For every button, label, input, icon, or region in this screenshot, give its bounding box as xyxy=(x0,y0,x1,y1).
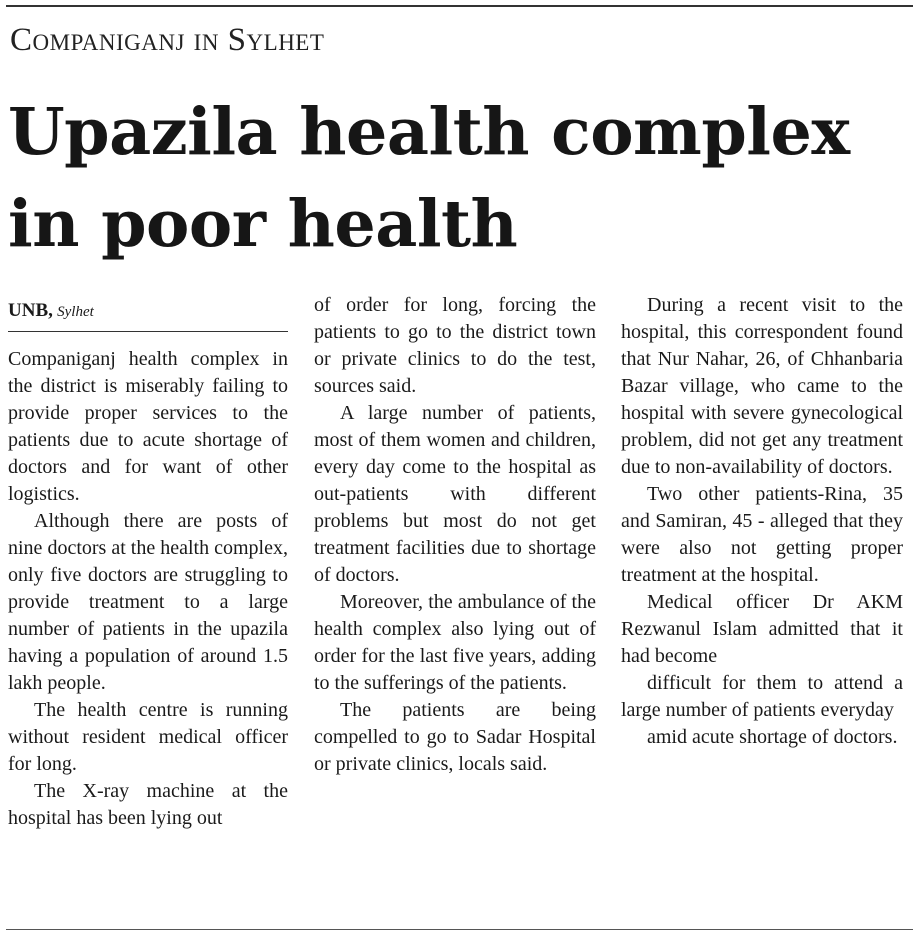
article-paragraph: The X-ray machine at the hospital has been lying out xyxy=(8,780,288,829)
article-paragraph: Medical officer Dr AKM Rezwanul Islam admitted that it had become xyxy=(621,591,903,667)
article-paragraph: Although there are posts of nine doctors at the health complex, only five doctors are struggling to provide treatment to a large number of patients in the upazila having a population of around 1.5 lakh people. xyxy=(8,510,288,694)
byline-place: Sylhet xyxy=(57,304,94,320)
article-paragraph: difficult for them to attend a large number of patients everyday xyxy=(621,672,903,721)
top-rule xyxy=(6,5,913,7)
byline-rule xyxy=(8,331,288,332)
article-paragraph: Two other patients-Rina, 35 and Samiran, 45 - alleged that they were also not getting proper treatment at the hospital. xyxy=(621,483,903,586)
headline-line-1: Upazila health complex xyxy=(8,94,850,170)
article-paragraph: Companiganj health complex in the district is miserably failing to provide proper services to the patients due to acute shortage of doctors and for want of other logistics. xyxy=(8,348,288,505)
headline-line-2: in poor health xyxy=(8,186,518,262)
bottom-rule xyxy=(6,929,913,930)
article-kicker: Companiganj in Sylhet xyxy=(10,22,325,58)
article-paragraph: amid acute shortage of doctors. xyxy=(647,726,898,748)
article-column-3 xyxy=(621,292,903,751)
article-column-1 xyxy=(8,346,288,832)
article-paragraph: of order for long, forcing the patients to go to the district town or private clinics to do the test, sources said. xyxy=(314,294,596,397)
article-paragraph: The health centre is running without resident medical officer for long. xyxy=(8,699,288,775)
article-column-2 xyxy=(314,292,596,778)
article-paragraph: During a recent visit to the hospital, this correspondent found that Nur Nahar, 26, of Chhanbaria Bazar village, who came to the hospital with severe gynecological problem, did not get any treatment due to non-availability of doctors. xyxy=(621,294,903,478)
article-paragraph: A large number of patients, most of them women and children, every day come to the hospital as out-patients with different problems but most do not get treatment facilities due to shortage of doctors. xyxy=(314,402,596,586)
byline-source: UNB, xyxy=(8,300,53,321)
byline xyxy=(8,300,288,323)
article-paragraph: Moreover, the ambulance of the health complex also lying out of order for the last five years, adding to the sufferings of the patients. xyxy=(314,591,596,694)
article-paragraph: The patients are being compelled to go to Sadar Hospital or private clinics, locals said. xyxy=(314,699,596,775)
article-headline xyxy=(8,86,913,270)
